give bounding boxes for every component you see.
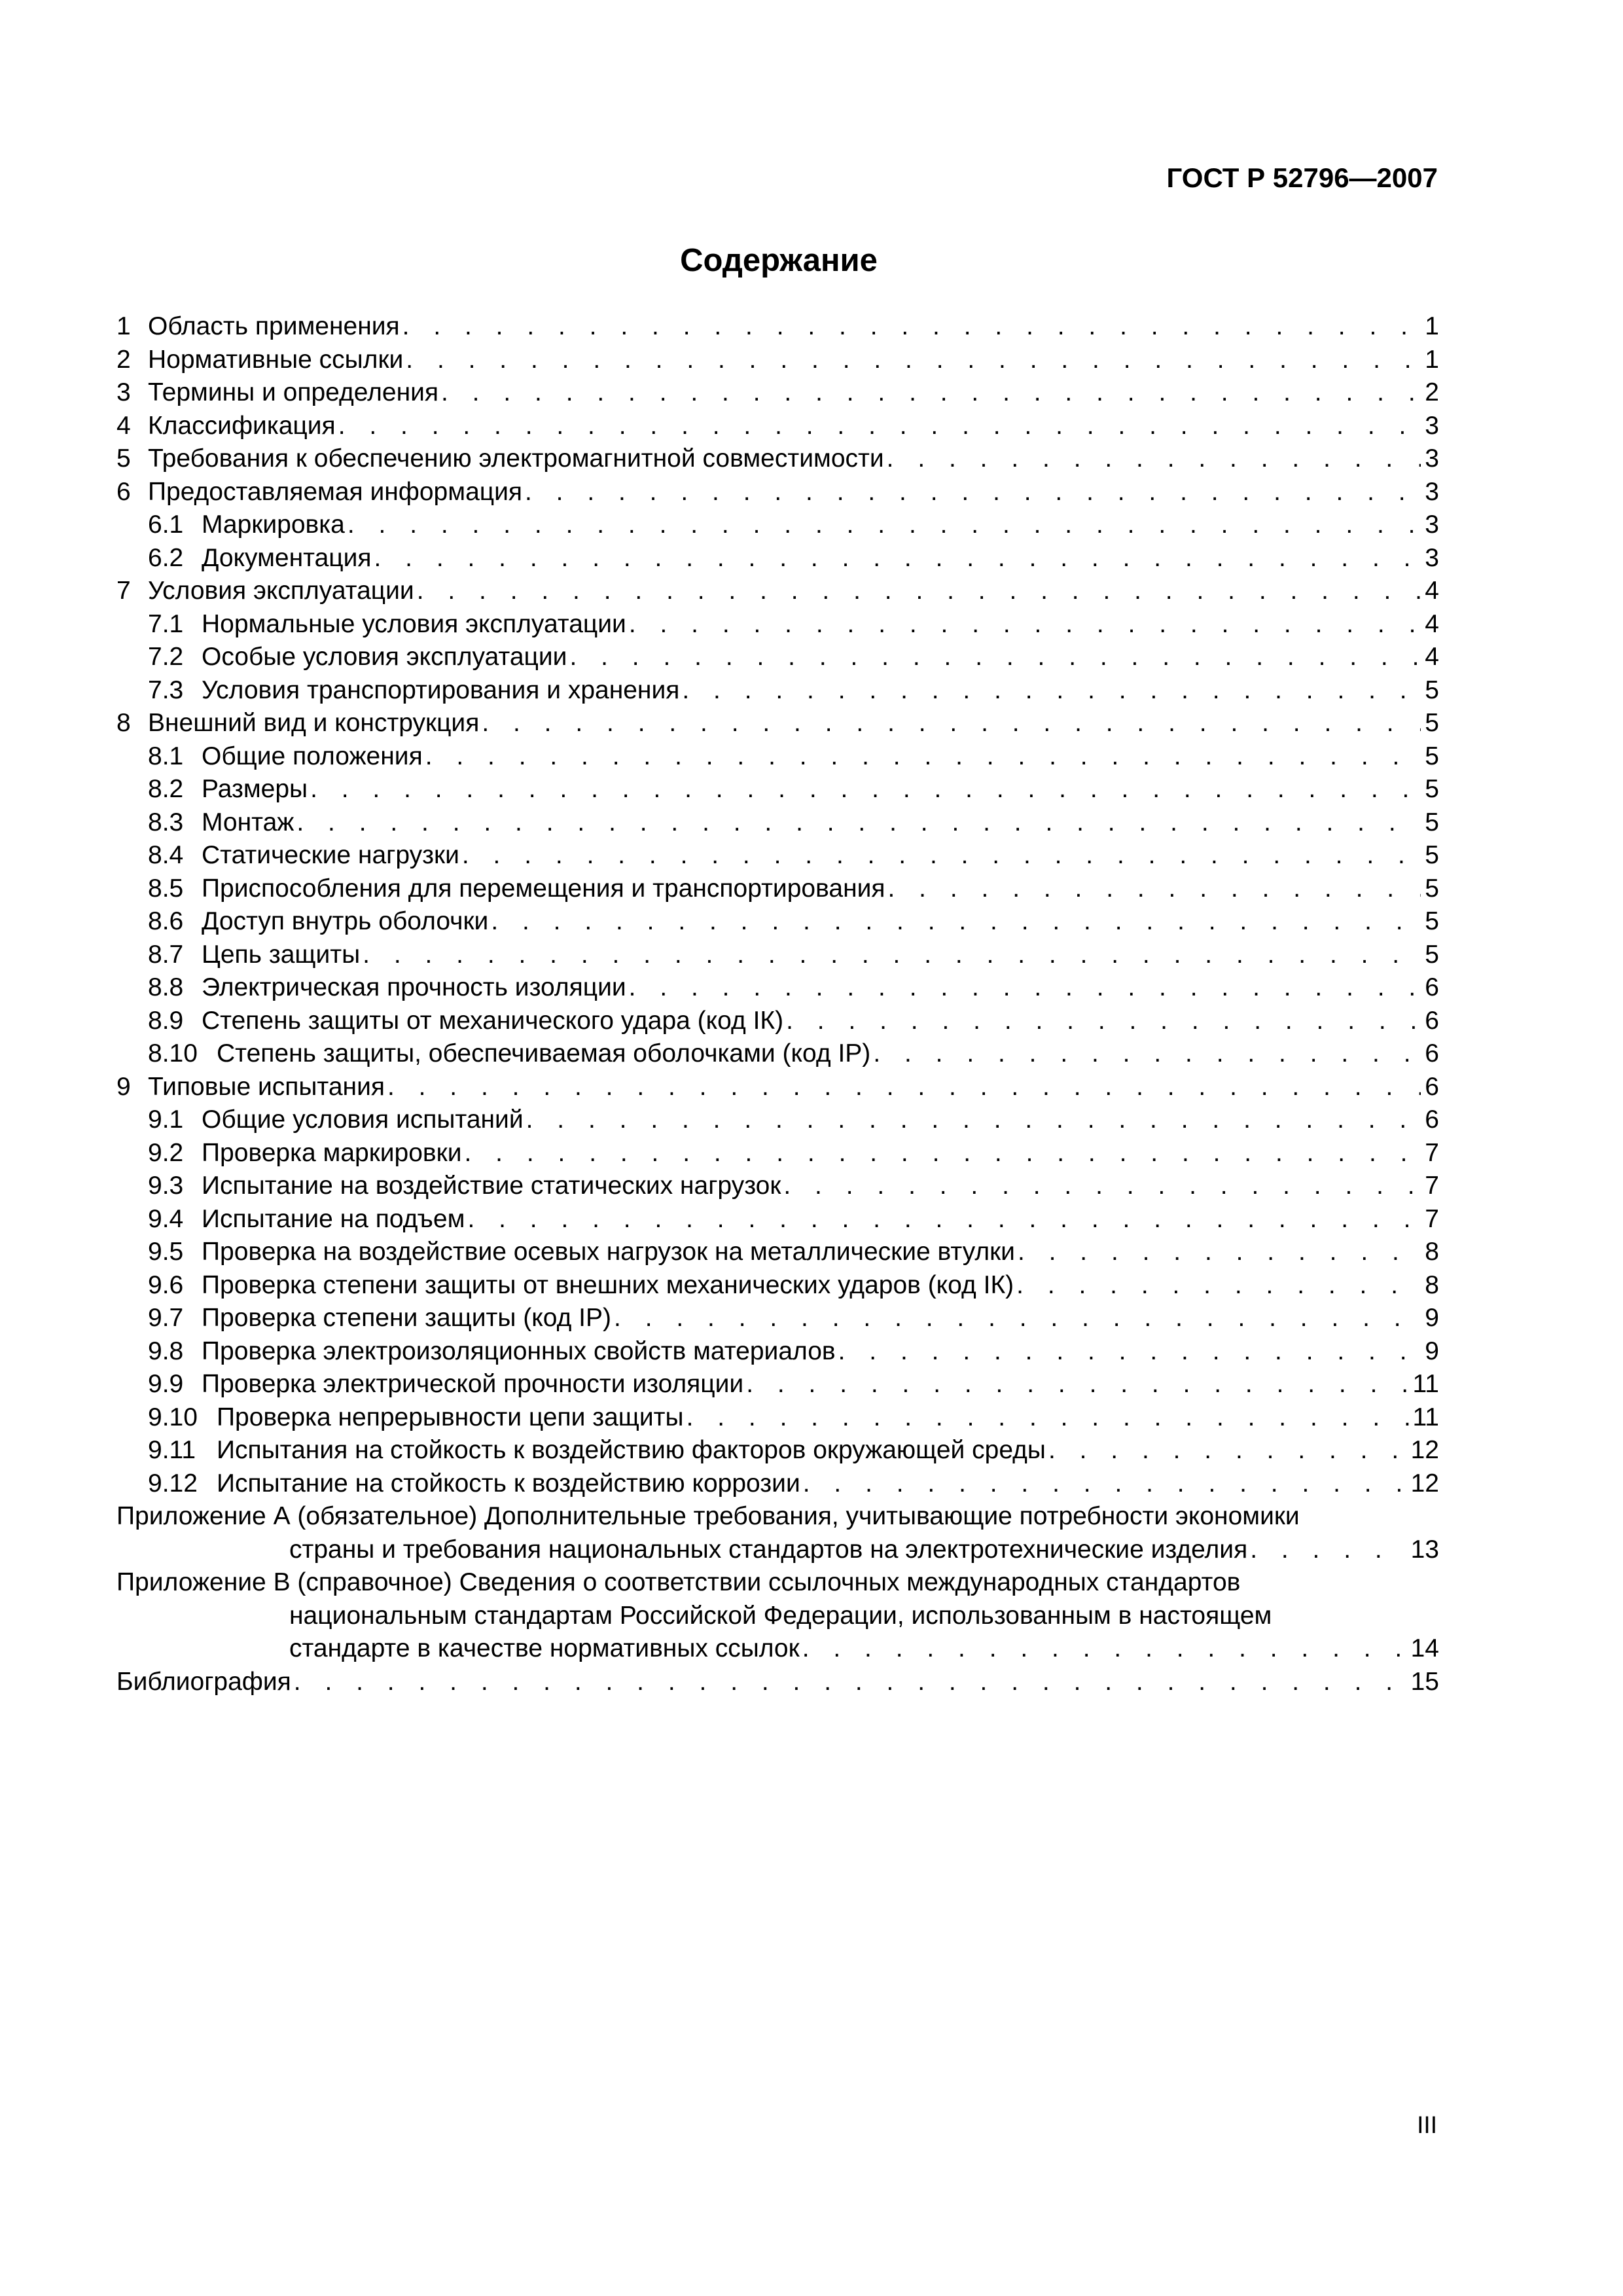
toc-entry-number: 9 [116,1072,131,1101]
toc-entry[interactable] [116,476,1439,509]
toc-entry-title: Классификация [148,411,336,440]
toc-entry-title: Документация [202,543,372,572]
toc-entry-page: 3 [1425,444,1439,473]
toc-entry-number: 9.7 [148,1304,184,1332]
toc-appendix-text: стандарте в качестве нормативных ссылок [289,1634,800,1662]
toc-entry-page: 1 [1425,345,1439,374]
toc-dot-leader [406,344,1421,377]
toc-entry[interactable] [116,1434,1439,1467]
toc-entry-page: 3 [1425,477,1439,506]
toc-entry[interactable] [116,575,1439,608]
toc-entry-number: 7.3 [148,675,184,704]
toc-entry-number: 1 [116,312,131,340]
toc-entry-title: Нормативные ссылки [148,345,404,374]
toc-entry-title: Степень защиты от механического удара (код IК) [202,1006,784,1035]
toc-dot-leader [629,608,1421,641]
toc-entry[interactable] [116,1269,1439,1302]
toc-entry-title: Проверка электроизоляционных свойств материалов [202,1336,836,1365]
toc-bibliography-entry[interactable] [116,1666,1439,1699]
toc-dot-leader [838,1335,1421,1369]
toc-appendix-text: Приложение А (обязательное) Дополнительные требования, учитывающие потребности экономики [116,1502,1300,1530]
toc-appendix-line [116,1600,1439,1633]
toc-entry-title: Цепь защиты [202,940,361,969]
toc-entry-number: 8.9 [148,1006,184,1035]
toc-entry[interactable] [116,1170,1439,1203]
toc-entry[interactable] [116,707,1439,740]
toc-dot-leader [526,1103,1421,1137]
toc-entry-number: 9.8 [148,1336,184,1365]
toc-entry-title: Степень защиты, обеспечиваемая оболочками (код IP) [217,1039,871,1067]
toc-dot-leader [425,740,1421,774]
toc-entry-number: 8.4 [148,841,184,869]
toc-dot-leader [467,1203,1421,1236]
toc-entry-page: 2 [1425,378,1439,406]
toc-dot-leader [783,1170,1421,1203]
toc-entry-title: Испытание на воздействие статических нагрузок [202,1172,781,1200]
page-number: III [1417,2111,1437,2138]
toc-dot-leader [682,674,1421,708]
toc-entry-page: 5 [1425,940,1439,969]
toc-entry-title: Статические нагрузки [202,841,459,869]
toc-entry-page: 5 [1425,742,1439,770]
toc-entry-title: Нормальные условия эксплуатации [202,609,626,638]
toc-entry-title: Доступ внутрь оболочки [202,907,489,935]
toc-entry[interactable] [116,839,1439,872]
toc-dot-leader [614,1302,1421,1335]
toc-entry-title: Термины и определения [148,378,439,406]
toc-entry-title: Предоставляемая информация [148,477,522,506]
toc-entry-number: 8.6 [148,907,184,935]
toc-entry-title: Проверка степени защиты (код IP) [202,1304,612,1332]
toc-entry-page: 12 [1410,1436,1439,1464]
toc-entry[interactable] [116,542,1439,575]
toc-entry[interactable] [116,608,1439,641]
toc-entry-page: 5 [1425,808,1439,836]
toc-entry-page: 15 [1410,1667,1439,1696]
toc-dot-leader [1250,1534,1406,1567]
toc-entry[interactable] [116,641,1439,674]
toc-entry-page: 6 [1425,973,1439,1001]
toc-entry[interactable] [116,1401,1439,1435]
toc-dot-leader [294,1666,1407,1699]
toc-entry-page: 8 [1425,1270,1439,1299]
toc-dot-leader [569,641,1421,674]
toc-entry-title: Испытания на стойкость к воздействию факторов окружающей среды [217,1436,1046,1464]
toc-entry-page: 7 [1425,1204,1439,1233]
toc-dot-leader [786,1005,1421,1038]
toc-entry-title: Особые условия эксплуатации [202,643,567,671]
toc-entry-title: Общие положения [202,742,423,770]
toc-dot-leader [310,773,1421,806]
toc-entry-number: 6.1 [148,511,184,539]
toc-entry-number: 9.1 [148,1105,184,1134]
toc-dot-leader [296,806,1421,840]
toc-dot-leader [802,1632,1407,1666]
toc-entry-number: 5 [116,444,131,473]
toc-entry-title: Условия эксплуатации [148,577,414,605]
toc-entry[interactable] [116,310,1439,344]
toc-entry[interactable] [116,1071,1439,1104]
toc-entry-page: 3 [1425,543,1439,572]
toc-dot-leader [441,376,1421,410]
toc-entry[interactable] [116,971,1439,1005]
toc-entry-title: Приспособления для перемещения и транспортирования [202,874,885,903]
toc-dot-leader [348,509,1421,542]
toc-entry-title: Проверка электрической прочности изоляции [202,1370,744,1398]
toc-entry-number: 9.11 [148,1436,196,1464]
page-title: Содержание [680,243,878,278]
toc-entry-page: 6 [1425,1039,1439,1067]
toc-entry-number: 2 [116,345,131,374]
toc-dot-leader [746,1368,1408,1401]
toc-entry-page: 5 [1425,709,1439,737]
toc-dot-leader [374,542,1421,575]
toc-entry-title: Требования к обеспечению электромагнитной совместимости [148,444,884,473]
toc-appendix-line [116,1566,1439,1600]
toc-entry-page: 9 [1425,1336,1439,1365]
toc-entry-title: Испытание на стойкость к воздействию коррозии [217,1469,800,1498]
toc-entry[interactable] [116,1203,1439,1236]
toc-entry[interactable] [116,674,1439,708]
toc-entry-number: 3 [116,378,131,406]
toc-entry-title: Общие условия испытаний [202,1105,524,1134]
toc-entry-title: Испытание на подъем [202,1204,465,1233]
toc-entry-page: 6 [1425,1072,1439,1101]
toc-entry-title: Электрическая прочность изоляции [202,973,626,1001]
toc-entry-number: 8.8 [148,973,184,1001]
toc-entry-title: Проверка непрерывности цепи защиты [217,1403,684,1431]
toc-entry-page: 1 [1425,312,1439,340]
toc-entry-number: 6 [116,477,131,506]
toc-entry-title: Проверка степени защиты от внешних механических ударов (код IК) [202,1270,1014,1299]
toc-entry-page: 14 [1410,1634,1439,1662]
toc-entry-page: 5 [1425,841,1439,869]
toc-entry-number: 7.2 [148,643,184,671]
toc-entry-page: 3 [1425,411,1439,440]
toc-entry-title: Проверка маркировки [202,1138,462,1167]
toc-entry[interactable] [116,1103,1439,1137]
toc-entry-title: Размеры [202,775,308,803]
toc-entry[interactable] [116,740,1439,774]
toc-dot-leader [873,1037,1421,1071]
toc-entry-title: Проверка на воздействие осевых нагрузок на металлические втулки [202,1238,1015,1266]
toc-entry-page: 6 [1425,1006,1439,1035]
toc-entry-page: 5 [1425,775,1439,803]
toc-entry-number: 8.5 [148,874,184,903]
toc-entry-page: 7 [1425,1138,1439,1167]
toc-entry[interactable] [116,376,1439,410]
toc-appendix-text: Приложение В (справочное) Сведения о соответствии ссылочных международных стандартов [116,1568,1241,1596]
toc-entry-title: Монтаж [202,808,294,836]
toc-dot-leader [1018,1236,1421,1269]
toc-dot-leader [687,1401,1409,1435]
toc-entry-title: Область применения [148,312,400,340]
toc-entry-number: 9.9 [148,1370,184,1398]
toc-dot-leader [1016,1269,1421,1302]
toc-entry[interactable] [116,939,1439,972]
toc-entry[interactable] [116,1335,1439,1369]
toc-entry-number: 8 [116,709,131,737]
toc-entry-page: 8 [1425,1238,1439,1266]
toc-entry-number: 8.2 [148,775,184,803]
toc-entry-number: 7.1 [148,609,184,638]
toc-entry-page: 13 [1410,1535,1439,1564]
toc-dot-leader [462,839,1421,872]
toc-entry-number: 9.10 [148,1403,198,1431]
toc-dot-leader [482,707,1421,740]
toc-entry[interactable] [116,872,1439,906]
toc-dot-leader [402,310,1421,344]
toc-entry[interactable] [116,442,1439,476]
toc-entry-title: Внешний вид и конструкция [148,709,480,737]
table-of-contents [116,310,1439,1698]
toc-entry[interactable] [116,1037,1439,1071]
toc-dot-leader [525,476,1421,509]
toc-dot-leader [465,1137,1421,1170]
toc-entry-page: 9 [1425,1304,1439,1332]
toc-dot-leader [387,1071,1421,1104]
toc-entry[interactable] [116,905,1439,939]
toc-appendix-line [116,1500,1439,1534]
toc-entry-number: 8.1 [148,742,184,770]
toc-appendix-line [116,1534,1439,1567]
toc-entry-number: 9.5 [148,1238,184,1266]
toc-entry-number: 9.3 [148,1172,184,1200]
toc-entry-number: 4 [116,411,131,440]
toc-entry-page: 7 [1425,1172,1439,1200]
toc-entry-number: 8.7 [148,940,184,969]
toc-entry-page: 4 [1425,643,1439,671]
toc-appendix-text: страны и требования национальных стандартов на электротехнические изделия [289,1535,1248,1564]
toc-appendix-line [116,1632,1439,1666]
document-code: ГОСТ Р 52796—2007 [1166,162,1438,193]
toc-appendix-entry[interactable] [116,1566,1439,1666]
toc-entry[interactable] [116,1236,1439,1269]
toc-entry-page: 4 [1425,609,1439,638]
toc-dot-leader [1048,1434,1407,1467]
toc-dot-leader [887,442,1421,476]
toc-entry-title: Библиография [116,1667,291,1696]
toc-entry-page: 6 [1425,1105,1439,1134]
toc-entry-title: Маркировка [202,511,345,539]
toc-entry-page: 12 [1410,1469,1439,1498]
toc-entry[interactable] [116,806,1439,840]
toc-appendix-text: национальным стандартам Российской Федерации, использованным в настоящем [289,1601,1272,1630]
toc-entry[interactable] [116,1137,1439,1170]
toc-entry-number: 7 [116,577,131,605]
toc-entry-number: 8.3 [148,808,184,836]
toc-entry-title: Типовые испытания [148,1072,385,1101]
toc-entry[interactable] [116,410,1439,443]
toc-entry-page: 3 [1425,511,1439,539]
toc-dot-leader [417,575,1421,608]
toc-entry-number: 9.12 [148,1469,198,1498]
toc-entry-page: 11 [1412,1403,1439,1431]
toc-entry[interactable] [116,1302,1439,1335]
toc-entry-page: 5 [1425,874,1439,903]
toc-entry-page: 5 [1425,907,1439,935]
toc-dot-leader [888,872,1421,906]
toc-entry-number: 9.4 [148,1204,184,1233]
toc-entry-number: 9.6 [148,1270,184,1299]
toc-entry[interactable] [116,509,1439,542]
toc-entry-number: 6.2 [148,543,184,572]
toc-entry[interactable] [116,773,1439,806]
toc-entry-number: 8.10 [148,1039,198,1067]
toc-dot-leader [491,905,1421,939]
toc-entry[interactable] [116,344,1439,377]
toc-entry-number: 9.2 [148,1138,184,1167]
toc-entry[interactable] [116,1005,1439,1038]
toc-entry-page: 5 [1425,675,1439,704]
toc-dot-leader [363,939,1421,972]
toc-entry[interactable] [116,1368,1439,1401]
toc-entry[interactable] [116,1467,1439,1501]
toc-entry-page: 11 [1412,1370,1439,1398]
toc-dot-leader [803,1467,1407,1501]
toc-dot-leader [629,971,1421,1005]
toc-dot-leader [338,410,1421,443]
toc-entry-page: 4 [1425,577,1439,605]
toc-entry-title: Условия транспортирования и хранения [202,675,680,704]
toc-appendix-entry[interactable] [116,1500,1439,1566]
